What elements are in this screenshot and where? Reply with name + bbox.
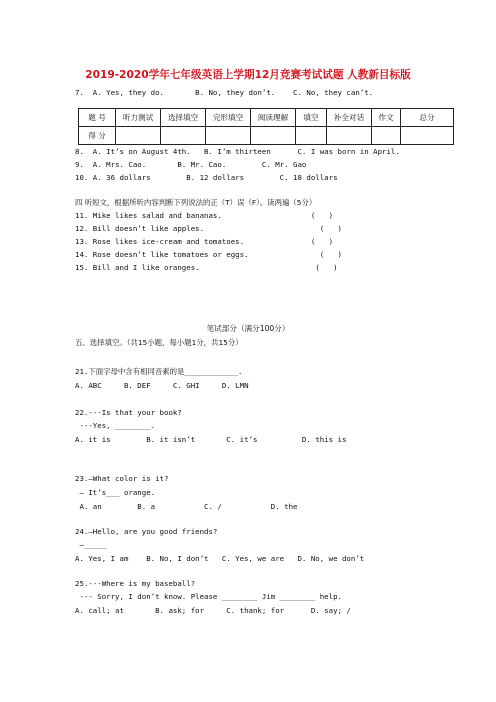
document-title: 2019-2020学年七年级英语上学期12月竞赛考试试题 人教新目标版 bbox=[85, 69, 411, 81]
question-24-answer: —_____ bbox=[75, 540, 107, 549]
score-row-label: 得 分 bbox=[79, 127, 116, 145]
question-23: 23.—What color is it? bbox=[75, 474, 169, 483]
score-cell bbox=[116, 127, 161, 145]
score-cell bbox=[296, 127, 327, 145]
header-cell-total: 总分 bbox=[401, 109, 454, 127]
header-cell-dialogue: 补全对话 bbox=[327, 109, 372, 127]
header-cell-reading: 阅读理解 bbox=[251, 109, 296, 127]
score-cell bbox=[161, 127, 206, 145]
question-22-options: A. it is B. it isn’t C. it’s D. this is bbox=[75, 435, 347, 444]
question-24-options: A. Yes, I am B. No, I don’t C. Yes, we are D. No, we don’t bbox=[75, 554, 365, 563]
header-cell-cloze: 完形填空 bbox=[206, 109, 251, 127]
section-5-heading: 五、选择填空。（共15小题，每小题1分，共15分） bbox=[75, 338, 243, 347]
question-9: 9. A. Mrs. Cao. B. Mr. Cao. C. Mr. Gao bbox=[75, 160, 307, 169]
question-10: 10. A. 36 dollars B. 12 dollars C. 18 dollars bbox=[75, 173, 338, 182]
header-cell-listening: 听力测试 bbox=[116, 109, 161, 127]
question-7: 7. A. Yes, they do. B. No, they don’t. C. No, they can’t. bbox=[75, 88, 374, 97]
question-14: 14. Rose doesn’t like tomatoes or eggs. ( ) bbox=[75, 250, 342, 259]
header-cell-fill: 填空 bbox=[296, 109, 327, 127]
question-15: 15. Bill and I like oranges. ( ) bbox=[75, 263, 338, 272]
header-cell-writing: 作文 bbox=[372, 109, 401, 127]
header-cell-choice: 选择填空 bbox=[161, 109, 206, 127]
question-13: 13. Rose likes ice-cream and tomatoes. ( ) bbox=[75, 237, 334, 246]
score-table-header-row bbox=[79, 109, 454, 127]
question-8: 8. A. It’s on August 4th. B. I’m thirteen C. I was born in April. bbox=[75, 147, 400, 156]
score-table bbox=[78, 108, 454, 145]
question-21-options: A. ABC B. DEF C. GHI D. LMN bbox=[75, 381, 249, 390]
score-cell bbox=[327, 127, 372, 145]
score-cell bbox=[251, 127, 296, 145]
question-23-options: A. an B. a C. / D. the bbox=[75, 502, 298, 511]
score-table-score-row bbox=[79, 127, 454, 145]
written-part-heading: 笔试部分（满分100分） bbox=[206, 324, 290, 333]
question-11: 11. Mike likes salad and bananas. ( ) bbox=[75, 211, 334, 220]
question-21: 21.下面字母中含有相同音素的是____________. bbox=[75, 367, 243, 376]
question-25-options: A. call; at B. ask; for C. thank; for D. say; / bbox=[75, 606, 351, 615]
section-4-heading: 四 听短文，根据所听内容判断下列说法的正（T）误（F）。读两遍（5分） bbox=[75, 198, 317, 207]
question-24: 24.—Hello, are you good friends? bbox=[75, 527, 218, 536]
question-23-answer: — It’s___ orange. bbox=[75, 488, 156, 497]
question-25: 25.---Where is my baseball? bbox=[75, 579, 196, 588]
header-cell-number: 题 号 bbox=[79, 109, 116, 127]
score-cell bbox=[372, 127, 401, 145]
score-cell bbox=[401, 127, 454, 145]
score-cell bbox=[206, 127, 251, 145]
question-22-answer: ---Yes, ________. bbox=[75, 421, 156, 430]
question-12: 12. Bill doesn’t like apples. ( ) bbox=[75, 224, 342, 233]
question-22: 22.---Is that your book? bbox=[75, 408, 182, 417]
question-25-answer: --- Sorry, I don’t know. Please ________ Jim ________ help. bbox=[75, 592, 342, 601]
